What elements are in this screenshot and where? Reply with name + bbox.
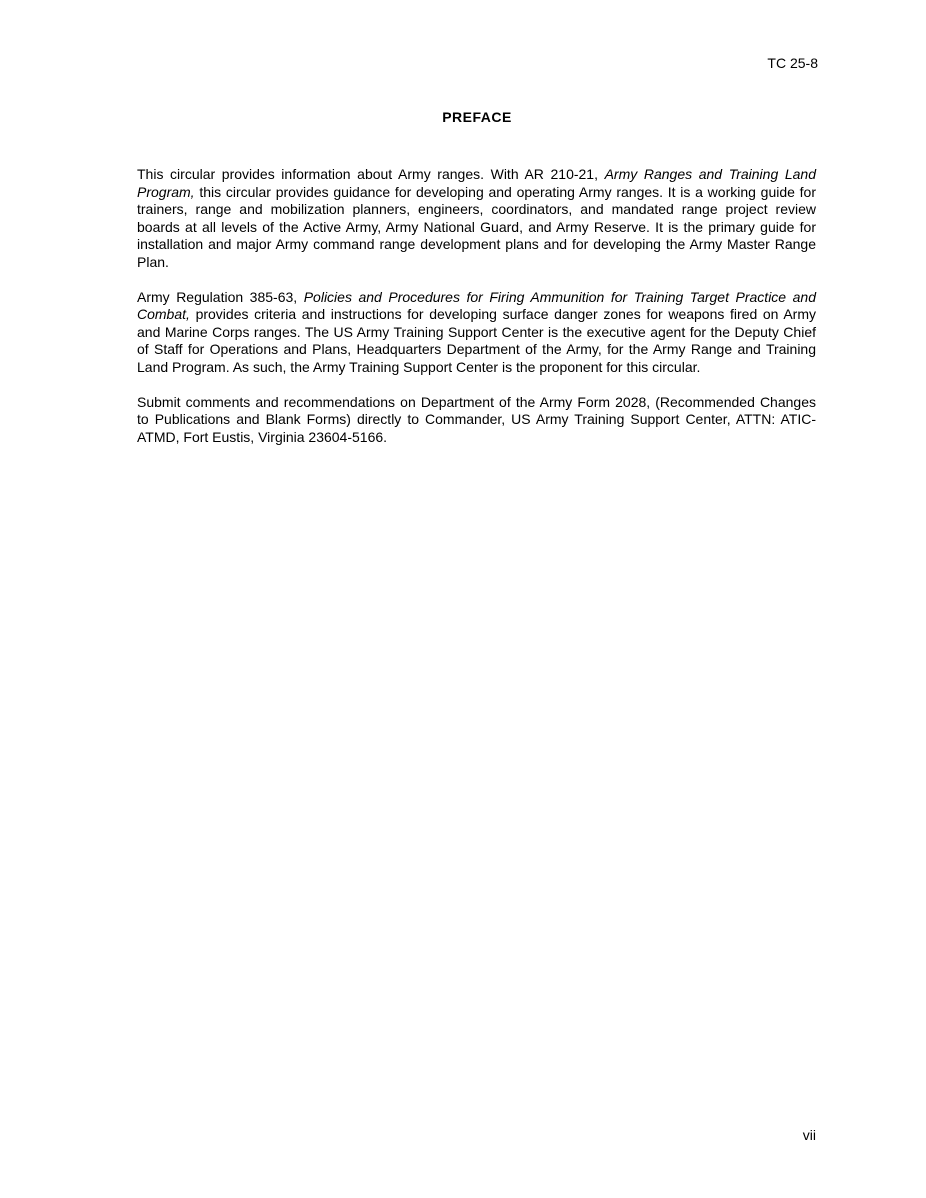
paragraph-1-text-end: this circular provides guidance for developing and operating Army ranges. It is a working guide for trainers, range and mobilization planners, engineers, coordinators, and mandated range project review boards at all levels of the Active Army, Army National Guard, and Army Reserve. It is the primary guide for installation and major Army command range development plans and for developing the Army Master Range Plan. — [137, 183, 816, 270]
paragraph-2-italic-title: Policies and Procedures for Firing Ammunition for Training Target Practice and Combat, — [137, 288, 816, 322]
paragraph-3: Submit comments and recommendations on Department of the Army Form 2028, (Recommended Changes to Publications and Blank Forms) directly to Commander, US Army Training Support Center, ATTN: ATIC-ATMD, Fort Eustis, Virginia 23604-5166. — [137, 393, 816, 445]
preface-body — [137, 166, 816, 464]
paragraph-2-text-end: provides criteria and instructions for developing surface danger zones for weapons fired on Army and Marine Corps ranges. The US Army Training Support Center is the executive agent for the Deputy Chief of Staff for Operations and Plans, Headquarters Department of the Army, for the Army Range and Training Land Program. As such, the Army Training Support Center is the proponent for this circular. — [137, 306, 816, 375]
page-number: vii — [802, 1127, 816, 1143]
paragraph-1-text-start: This circular provides information about Army ranges. With AR 210-21, — [137, 166, 605, 182]
paragraph-2 — [137, 289, 816, 377]
paragraph-2-text-start: Army Regulation 385-63, — [137, 288, 304, 305]
section-title: PREFACE — [442, 109, 512, 125]
paragraph-1-italic-title: Army Ranges and Training Land Program, — [137, 166, 816, 200]
paragraph-1 — [137, 166, 816, 271]
document-id: TC 25-8 — [767, 55, 818, 71]
